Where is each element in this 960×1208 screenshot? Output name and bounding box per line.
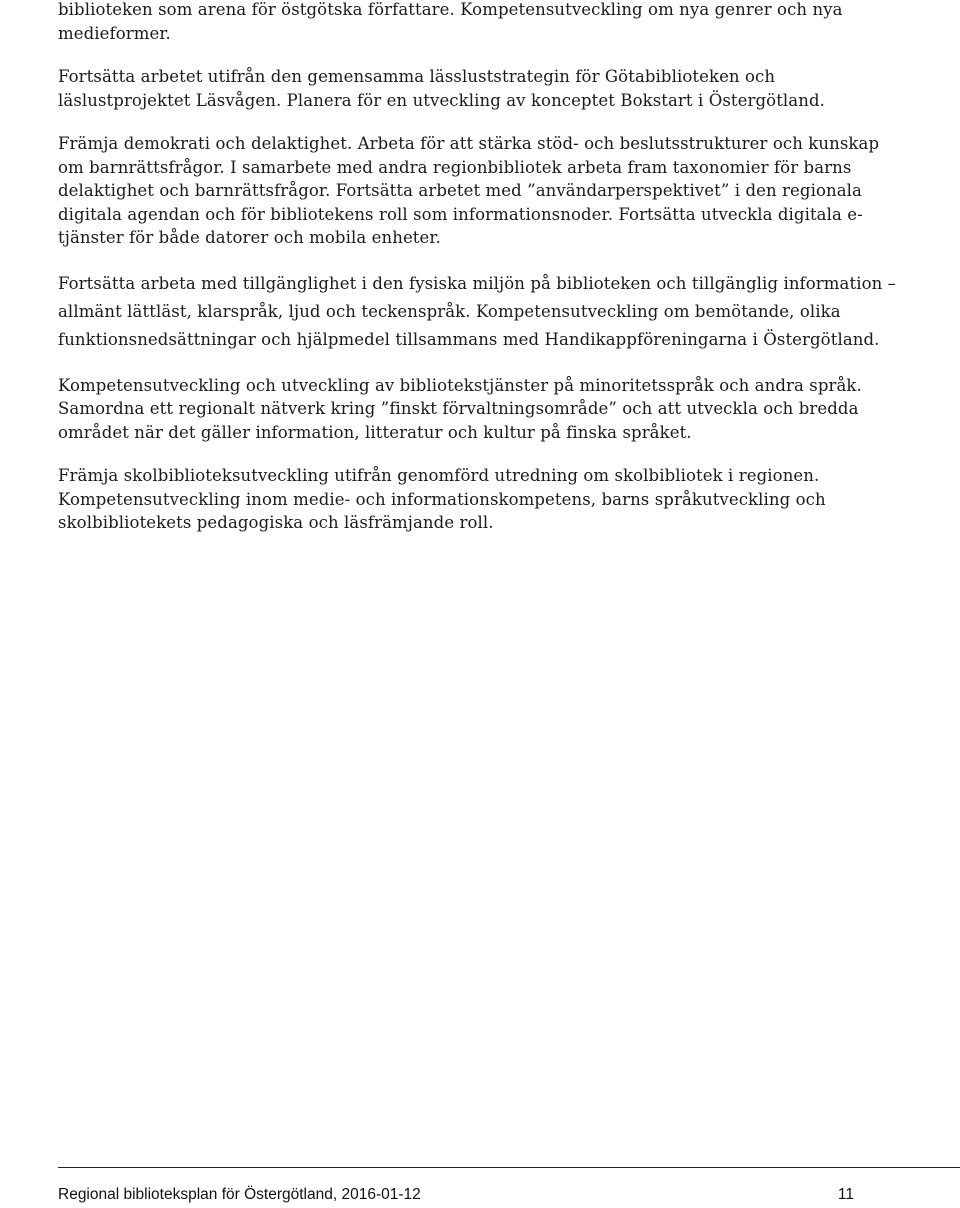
footer-title: Regional biblioteksplan för Östergötland, 2016-01-12 [58, 1186, 421, 1203]
page-footer [58, 1186, 854, 1204]
paragraph-3: Främja demokrati och delaktighet. Arbeta för att stärka stöd- och beslutsstrukturer och kunskap om barnrättsfrågor. I samarbete med andra regionbibliotek arbeta fram taxonomier för barns delaktighet och barnrättsfrågor. Fortsätta arbetet med ”användarperspektivet” i den regionala digitala agendan och för bibliotekens roll som informationsnoder. Fortsätta utveckla digitala e-tjänster för både datorer och mobila enheter. [58, 134, 880, 247]
paragraph-6: Främja skolbiblioteksutveckling utifrån genomförd utredning om skolbibliotek i regionen. Kompetensutveckling inom medie- och informationskompetens, barns språkutveckling och skolbibliotekets pedagogiska och läsfrämjande roll. [58, 466, 826, 532]
page-body [58, 0, 898, 555]
paragraph-1: biblioteken som arena för östgötska författare. Kompetensutveckling om nya genrer och nya medieformer. [58, 0, 843, 43]
paragraph-5: Kompetensutveckling och utveckling av bibliotekstjänster på minoritetsspråk och andra språk. Samordna ett regionalt nätverk kring ”finskt förvaltningsområde” och att utveckla och bredda området när det gäller information, litteratur och kultur på finska språket. [58, 375, 862, 442]
footer-divider [58, 1167, 960, 1168]
paragraph-4: Fortsätta arbeta med tillgänglighet i den fysiska miljön på biblioteken och tillgänglig information – allmänt lättläst, klarspråk, ljud och teckenspråk. Kompetensutveckling om bemötande, olika funktionsnedsättningar och hjälpmedel tillsammans med Handikappföreningarna i Östergötland. [58, 273, 897, 349]
page-number: 11 [837, 1186, 854, 1203]
paragraph-2: Fortsätta arbetet utifrån den gemensamma lässluststrategin för Götabiblioteken och läslustprojektet Läsvågen. Planera för en utveckling av konceptet Bokstart i Östergötland. [58, 67, 825, 110]
